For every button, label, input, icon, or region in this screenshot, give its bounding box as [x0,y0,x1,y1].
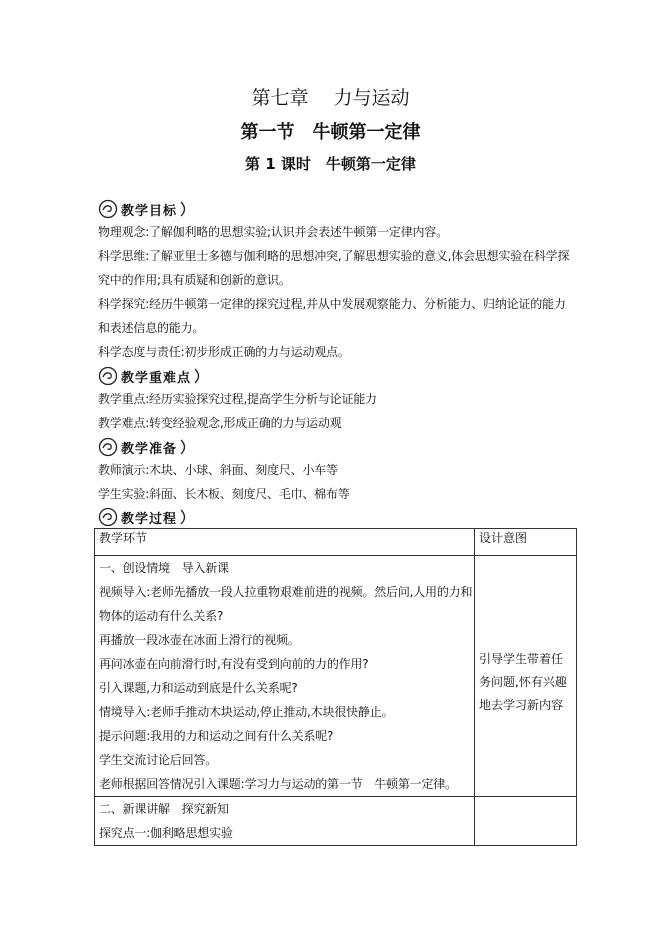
goal-line-2: 科学思维:了解亚里士多德与伽利略的思想冲突,了解思想实验的意义,体会思想实验在科学探 [98,249,570,263]
table-row [95,797,577,846]
stage-line: 再播放一段冰壶在冰面上滑行的视频。 [99,633,300,647]
header-cell-stage: 教学环节 [95,529,475,556]
goals-heading [98,198,195,220]
goal-line-3: 究中的作用;具有质疑和创新的意识。 [98,273,291,287]
goal-line-1: 物理观念:了解伽利略的思想实验;认识并会表述牛顿第一定律内容。 [98,225,448,239]
stage-line: 情境导入:老师手推动木块运动,停止推动,木块很快静止。 [99,705,394,719]
bracket-icon [175,437,195,457]
preparation-line-1: 教师演示:木块、小球、斜面、刻度尺、小车等 [98,463,338,477]
goal-line-5: 和表述信息的能力。 [98,321,205,335]
stage-line: 引入课题,力和运动到底是什么关系呢? [99,681,298,695]
stage-line: 再问冰壶在向前滑行时,有没有受到向前的力的作用? [99,657,369,671]
table-row [95,556,577,797]
process-heading-label: 教学过程 [121,511,178,527]
preparation-line-2: 学生实验:斜面、长木板、刻度尺、毛巾、棉布等 [98,487,350,501]
intent-cell: 引导学生带着任务问题,怀有兴趣地去学习新内容 [475,556,577,797]
bracket-icon [175,199,195,219]
keypoint-line-1: 教学重点:经历实验探究过程,提高学生分析与论证能力 [98,392,377,406]
chapter-title: 第七章 力与运动 [251,87,410,109]
swirl-icon [98,507,118,527]
stage-line: 学生交流讨论后回答。 [99,753,218,767]
keypoints-heading [98,365,209,387]
swirl-icon [98,199,118,219]
goals-heading-label: 教学目标 [121,203,178,219]
process-table [94,528,577,846]
goal-line-4: 科学探究:经历牛顿第一定律的探究过程,并从中发展观察能力、分析能力、归纳论证的能力 [98,297,566,311]
preparation-heading-label: 教学准备 [121,441,178,457]
process-heading [98,506,195,528]
stage-line: 视频导入:老师先播放一段人拉重物艰难前进的视频。然后问,人用的力和 [99,585,473,599]
header-cell-intent: 设计意图 [475,529,577,556]
stage-line: 探究点一:伽利略思想实验 [99,826,233,840]
stage-cell [95,797,475,846]
stage-cell [95,556,475,797]
intent-cell [475,797,577,846]
stage-line: 提示问题:我用的力和运动之间有什么关系呢? [99,729,334,743]
table-header-row [95,529,577,556]
section-title: 第一节 牛顿第一定律 [240,122,421,143]
keypoints-heading-label: 教学重难点 [121,370,192,386]
keypoint-line-2: 教学难点:转变经验观念,形成正确的力与运动观 [98,416,342,430]
swirl-icon [98,437,118,457]
stage-line: 物体的运动有什么关系? [99,609,224,623]
stage-line: 老师根据回答情况引入课题:学习力与运动的第一节 牛顿第一定律。 [99,777,457,791]
bracket-icon [189,366,209,386]
stage-line: 二、新课讲解 探究新知 [99,802,229,816]
goal-line-6: 科学态度与责任:初步形成正确的力与运动观点。 [98,345,350,359]
bracket-icon [175,507,195,527]
swirl-icon [98,366,118,386]
lesson-title: 第 1 课时 牛顿第一定律 [245,155,416,173]
stage-line: 一、创设情境 导入新课 [99,561,229,575]
preparation-heading [98,436,195,458]
